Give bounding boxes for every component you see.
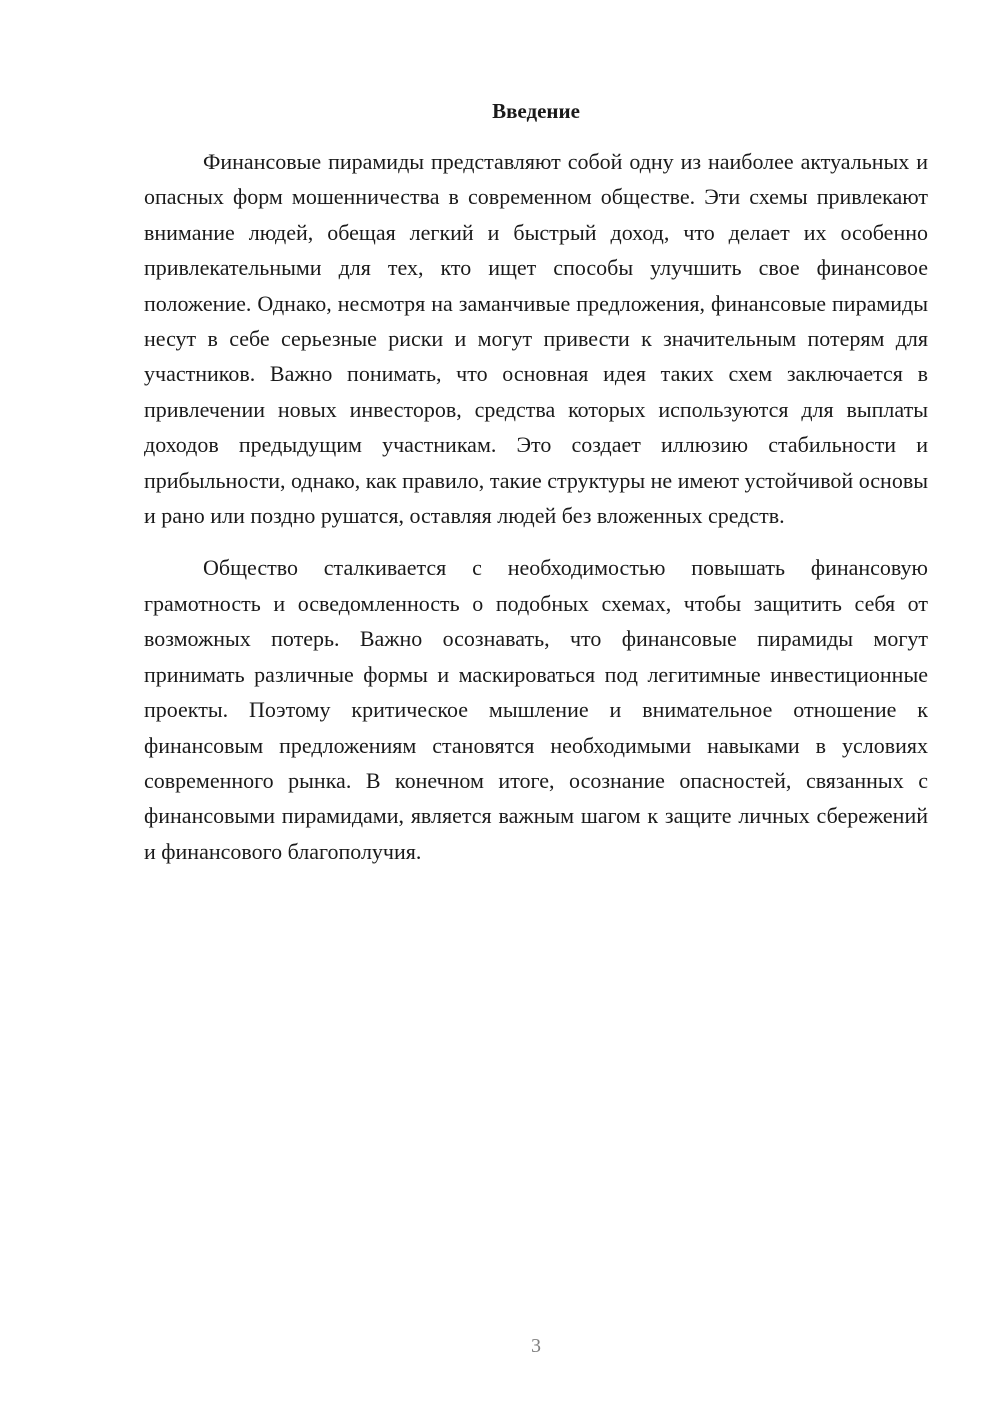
page-content [144,96,928,869]
section-heading: Введение [492,99,580,123]
paragraph-1: Финансовые пирамиды представляют собой одну из наиболее актуальных и опасных форм мошенничества в современном обществе. Эти схемы привлекают внимание людей, обещая легкий и быстрый доход, что делает их особенно привлекательными для тех, кто ищет способы улучшить свое финансовое положение. Однако, несмотря на заманчивые предложения, финансовые пирамиды несут в себе серьезные риски и могут привести к значительным потерям для участников. Важно понимать, что основная идея таких схем заключается в привлечении новых инвесторов, средства которых используются для выплаты доходов предыдущим участникам. Это создает иллюзию стабильности и прибыльности, однако, как правило, такие структуры не имеют устойчивой основы и рано или поздно рушатся, оставляя людей без вложенных средств. [144,149,928,529]
page-number: 3 [531,1335,541,1357]
paragraph-2: Общество сталкивается с необходимостью повышать финансовую грамотность и осведомленность о подобных схемах, чтобы защитить себя от возможных потерь. Важно осознавать, что финансовые пирамиды могут принимать различные формы и маскироваться под легитимные инвестиционные проекты. Поэтому критическое мышление и внимательное отношение к финансовым предложениям становятся необходимыми навыками в условиях современного рынка. В конечном итоге, осознание опасностей, связанных с финансовыми пирамидами, является важным шагом к защите личных сбережений и финансового благополучия. [144,555,928,864]
